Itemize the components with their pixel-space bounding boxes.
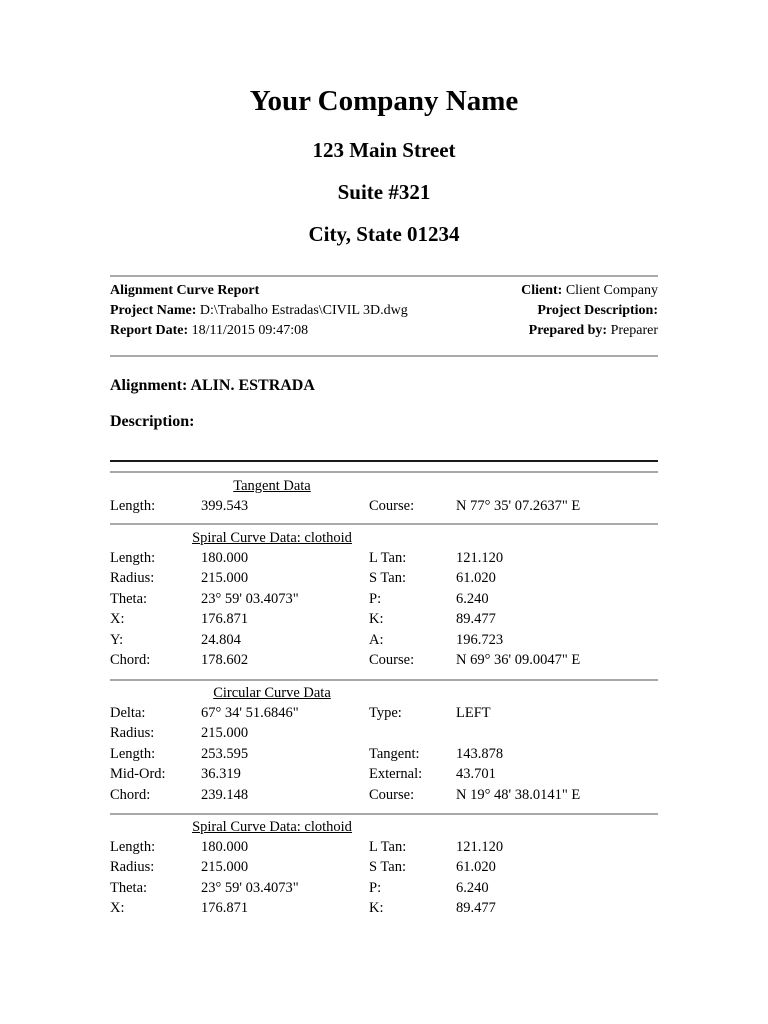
- section-divider: [110, 523, 658, 525]
- row-value: 399.543: [201, 498, 249, 514]
- row-value: 23° 59' 03.4073": [201, 590, 299, 607]
- report-date: [110, 321, 308, 341]
- row-label: Length:: [110, 550, 156, 566]
- row-label: Chord:: [110, 652, 151, 668]
- section-title: Spiral Curve Data: clothoid: [192, 530, 352, 546]
- client-label: Client:: [521, 283, 563, 298]
- company-name: Your Company Name: [249, 85, 519, 117]
- row-label: Radius:: [110, 859, 155, 876]
- row-value2: N 69° 36' 09.0047" E: [456, 652, 581, 668]
- prepared-by: [529, 321, 658, 341]
- section-divider: [110, 813, 658, 815]
- report-date-label: Report Date:: [110, 323, 189, 338]
- row-value2: 61.020: [456, 859, 496, 876]
- row-value2: 43.701: [456, 766, 496, 783]
- row-label: Delta:: [110, 705, 146, 721]
- row-label2: A:: [369, 631, 384, 648]
- address-street: 123 Main Street: [312, 138, 456, 162]
- row-value: 176.871: [201, 900, 249, 917]
- row-label: Y:: [110, 631, 124, 648]
- row-label: Theta:: [110, 590, 148, 607]
- row-value: 180.000: [201, 839, 249, 855]
- row-label: X:: [110, 611, 125, 628]
- row-value2: 196.723: [456, 631, 504, 648]
- alignment-name: Alignment: ALIN. ESTRADA: [110, 377, 315, 394]
- row-value2: 143.878: [456, 745, 504, 762]
- row-value: 215.000: [201, 725, 249, 742]
- row-value: 23° 59' 03.4073": [201, 879, 299, 896]
- row-value2: 89.477: [456, 611, 496, 628]
- row-label: Radius:: [110, 570, 155, 587]
- project-name-value: D:\Trabalho Estradas\CIVIL 3D.dwg: [199, 303, 408, 318]
- alignment-divider-thick: [110, 460, 658, 462]
- row-label: Length:: [110, 745, 156, 762]
- row-label: Length:: [110, 498, 156, 514]
- row-label2: S Tan:: [369, 859, 406, 876]
- row-label: Length:: [110, 839, 156, 855]
- client: [521, 281, 658, 301]
- section-title: Spiral Curve Data: clothoid: [192, 819, 352, 835]
- row-label2: K:: [369, 611, 384, 628]
- row-label: Theta:: [110, 879, 148, 896]
- row-value2: LEFT: [456, 705, 491, 721]
- row-value2: 61.020: [456, 570, 496, 587]
- row-value: 215.000: [201, 570, 249, 587]
- row-value: 36.319: [201, 766, 241, 783]
- row-value2: 121.120: [456, 839, 504, 855]
- row-value2: 6.240: [456, 879, 489, 896]
- row-label2: External:: [369, 766, 423, 783]
- prepared-by-label: Prepared by:: [528, 323, 608, 338]
- row-value: 24.804: [201, 631, 241, 648]
- row-label2: Course:: [369, 498, 415, 514]
- project-description: [537, 301, 658, 321]
- project-name: [110, 301, 408, 321]
- project-name-label: Project Name:: [110, 303, 197, 318]
- row-value: 239.148: [201, 786, 249, 803]
- header-bottom-divider: [110, 355, 658, 357]
- prepared-by-value: Preparer: [610, 323, 658, 338]
- client-value: Client Company: [565, 283, 658, 298]
- header-top-divider: [110, 275, 658, 277]
- row-label2: Type:: [369, 705, 402, 721]
- report-title-text: Alignment Curve Report: [110, 283, 260, 298]
- row-label2: Course:: [369, 786, 415, 803]
- row-label2: P:: [369, 590, 382, 607]
- address-suite: Suite #321: [337, 180, 431, 204]
- report-date-value: 18/11/2015 09:47:08: [191, 323, 309, 338]
- address-city-state: City, State 01234: [308, 222, 460, 246]
- row-label2: Course:: [369, 652, 415, 668]
- row-label: Mid-Ord:: [110, 766, 166, 783]
- row-label2: P:: [369, 879, 382, 896]
- row-value: 180.000: [201, 550, 249, 566]
- row-value: 215.000: [201, 859, 249, 876]
- section-divider: [110, 679, 658, 681]
- row-value2: N 77° 35' 07.2637" E: [456, 498, 581, 514]
- row-label: Radius:: [110, 725, 155, 742]
- row-value: 178.602: [201, 652, 249, 668]
- row-value: 176.871: [201, 611, 249, 628]
- row-value2: 121.120: [456, 550, 504, 566]
- project-description-label: Project Description:: [537, 303, 658, 318]
- row-label: X:: [110, 900, 125, 917]
- row-label2: L Tan:: [369, 550, 407, 566]
- row-value2: 89.477: [456, 900, 496, 917]
- section-title: Tangent Data: [233, 478, 311, 494]
- row-label2: L Tan:: [369, 839, 407, 855]
- section-title: Circular Curve Data: [213, 685, 331, 701]
- row-label: Chord:: [110, 786, 151, 803]
- report-title: [110, 281, 259, 301]
- row-label2: K:: [369, 900, 384, 917]
- row-value: 67° 34' 51.6846": [201, 705, 299, 721]
- row-value2: 6.240: [456, 590, 489, 607]
- alignment-divider-thin: [110, 471, 658, 473]
- row-label2: S Tan:: [369, 570, 406, 587]
- row-value2: N 19° 48' 38.0141" E: [456, 786, 581, 803]
- row-value: 253.595: [201, 745, 249, 762]
- row-label2: Tangent:: [369, 745, 420, 762]
- description-label: Description:: [110, 413, 195, 430]
